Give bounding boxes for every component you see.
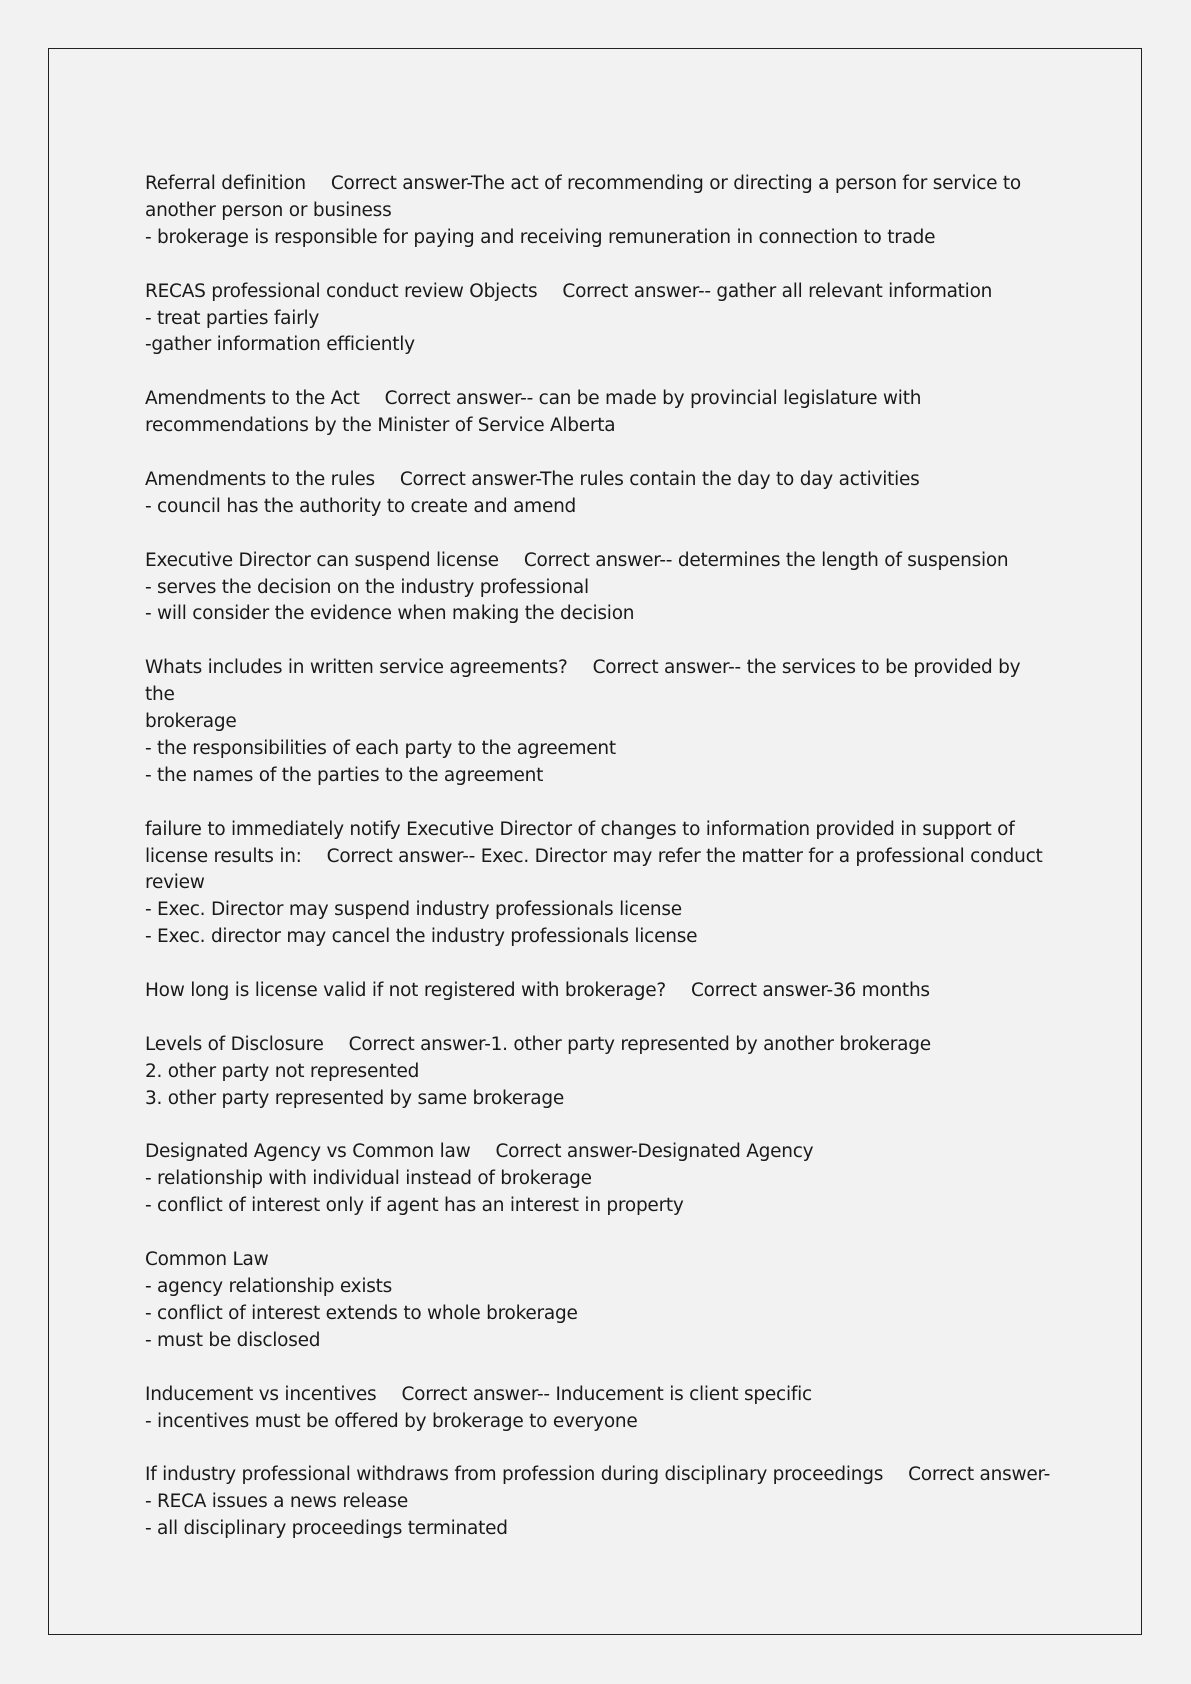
- card-recas-review-objects: [145, 279, 1055, 360]
- answer-line: -gather information efficiently: [145, 334, 415, 356]
- answer: Correct answer-1. other party represented by another brokerage: [348, 1033, 931, 1055]
- card-failure-to-notify: [145, 817, 1055, 952]
- answer-line: - RECA issues a news release: [145, 1491, 409, 1513]
- question: Designated Agency vs Common law: [145, 1141, 471, 1163]
- answer: Correct answer-- can be made by provincial legislature with: [384, 388, 922, 410]
- card-written-service-agreements: [145, 655, 1055, 790]
- question: license results in:: [145, 845, 302, 867]
- answer: Correct answer-- Exec. Director may refer the matter for a professional conduct: [326, 845, 1043, 867]
- question: Levels of Disclosure: [145, 1033, 324, 1055]
- answer-line: - Exec. Director may suspend industry professionals license: [145, 899, 682, 921]
- answer-line: - council has the authority to create and amend: [145, 495, 577, 517]
- card-common-law: [145, 1247, 1055, 1355]
- question: Whats includes in written service agreements?: [145, 657, 568, 679]
- answer: Correct answer-: [908, 1464, 1051, 1486]
- card-levels-of-disclosure: [145, 1032, 1055, 1113]
- card-withdraws-during-proceedings: [145, 1462, 1055, 1543]
- answer-line: - all disciplinary proceedings terminated: [145, 1518, 508, 1540]
- answer-line: brokerage: [145, 711, 237, 733]
- answer-line: - the responsibilities of each party to the agreement: [145, 737, 616, 759]
- answer-line: - will consider the evidence when making the decision: [145, 603, 635, 625]
- answer-line: - the names of the parties to the agreement: [145, 764, 544, 786]
- answer-line: review: [145, 872, 205, 894]
- answer-line: - treat parties fairly: [145, 307, 320, 329]
- question: Inducement vs incentives: [145, 1383, 377, 1405]
- answer-line: another person or business: [145, 199, 392, 221]
- question: failure to immediately notify Executive Director of changes to information provided in support of: [145, 818, 1015, 840]
- question: RECAS professional conduct review Objects: [145, 280, 538, 302]
- answer-line: - relationship with individual instead of brokerage: [145, 1168, 592, 1190]
- answer-line: - Exec. director may cancel the industry professionals license: [145, 926, 698, 948]
- card-executive-director-suspend: [145, 548, 1055, 629]
- answer-line: - conflict of interest only if agent has an interest in property: [145, 1195, 684, 1217]
- answer: Correct answer-The act of recommending or directing a person for service to: [330, 173, 1021, 194]
- answer: Correct answer-The rules contain the day to day activities: [399, 468, 920, 490]
- answer-line: Common Law: [145, 1249, 269, 1271]
- answer-line: - incentives must be offered by brokerage to everyone: [145, 1410, 638, 1432]
- answer: Correct answer-36 months: [690, 980, 930, 1002]
- answer: Correct answer-- gather all relevant information: [562, 280, 993, 302]
- card-license-validity: [145, 978, 1055, 1005]
- flashcard-list: [145, 171, 1055, 1570]
- answer-line: - serves the decision on the industry professional: [145, 576, 589, 598]
- question: Amendments to the Act: [145, 388, 360, 410]
- answer: Correct answer-- Inducement is client specific: [401, 1383, 812, 1405]
- card-amendments-rules: [145, 467, 1055, 521]
- card-amendments-act: [145, 386, 1055, 440]
- question: If industry professional withdraws from profession during disciplinary proceedings: [145, 1464, 884, 1486]
- question: How long is license valid if not registered with brokerage?: [145, 980, 666, 1002]
- card-inducement-vs-incentives: [145, 1382, 1055, 1436]
- answer-line: - must be disclosed: [145, 1329, 321, 1351]
- card-referral-definition: [145, 171, 1055, 252]
- answer-line: - conflict of interest extends to whole brokerage: [145, 1302, 578, 1324]
- card-designated-agency: [145, 1139, 1055, 1220]
- answer-line: 2. other party not represented: [145, 1060, 420, 1082]
- question: Referral definition: [145, 173, 306, 194]
- question: Executive Director can suspend license: [145, 549, 499, 571]
- question: Amendments to the rules: [145, 468, 375, 490]
- answer: Correct answer-Designated Agency: [495, 1141, 814, 1163]
- answer: Correct answer-- determines the length of suspension: [523, 549, 1009, 571]
- answer: Correct answer-- the services to be provided by the: [145, 657, 1027, 706]
- answer-line: - agency relationship exists: [145, 1276, 393, 1297]
- answer-line: recommendations by the Minister of Service Alberta: [145, 415, 616, 437]
- answer-line: - brokerage is responsible for paying and receiving remuneration in connection to trade: [145, 226, 936, 248]
- answer-line: 3. other party represented by same brokerage: [145, 1087, 564, 1109]
